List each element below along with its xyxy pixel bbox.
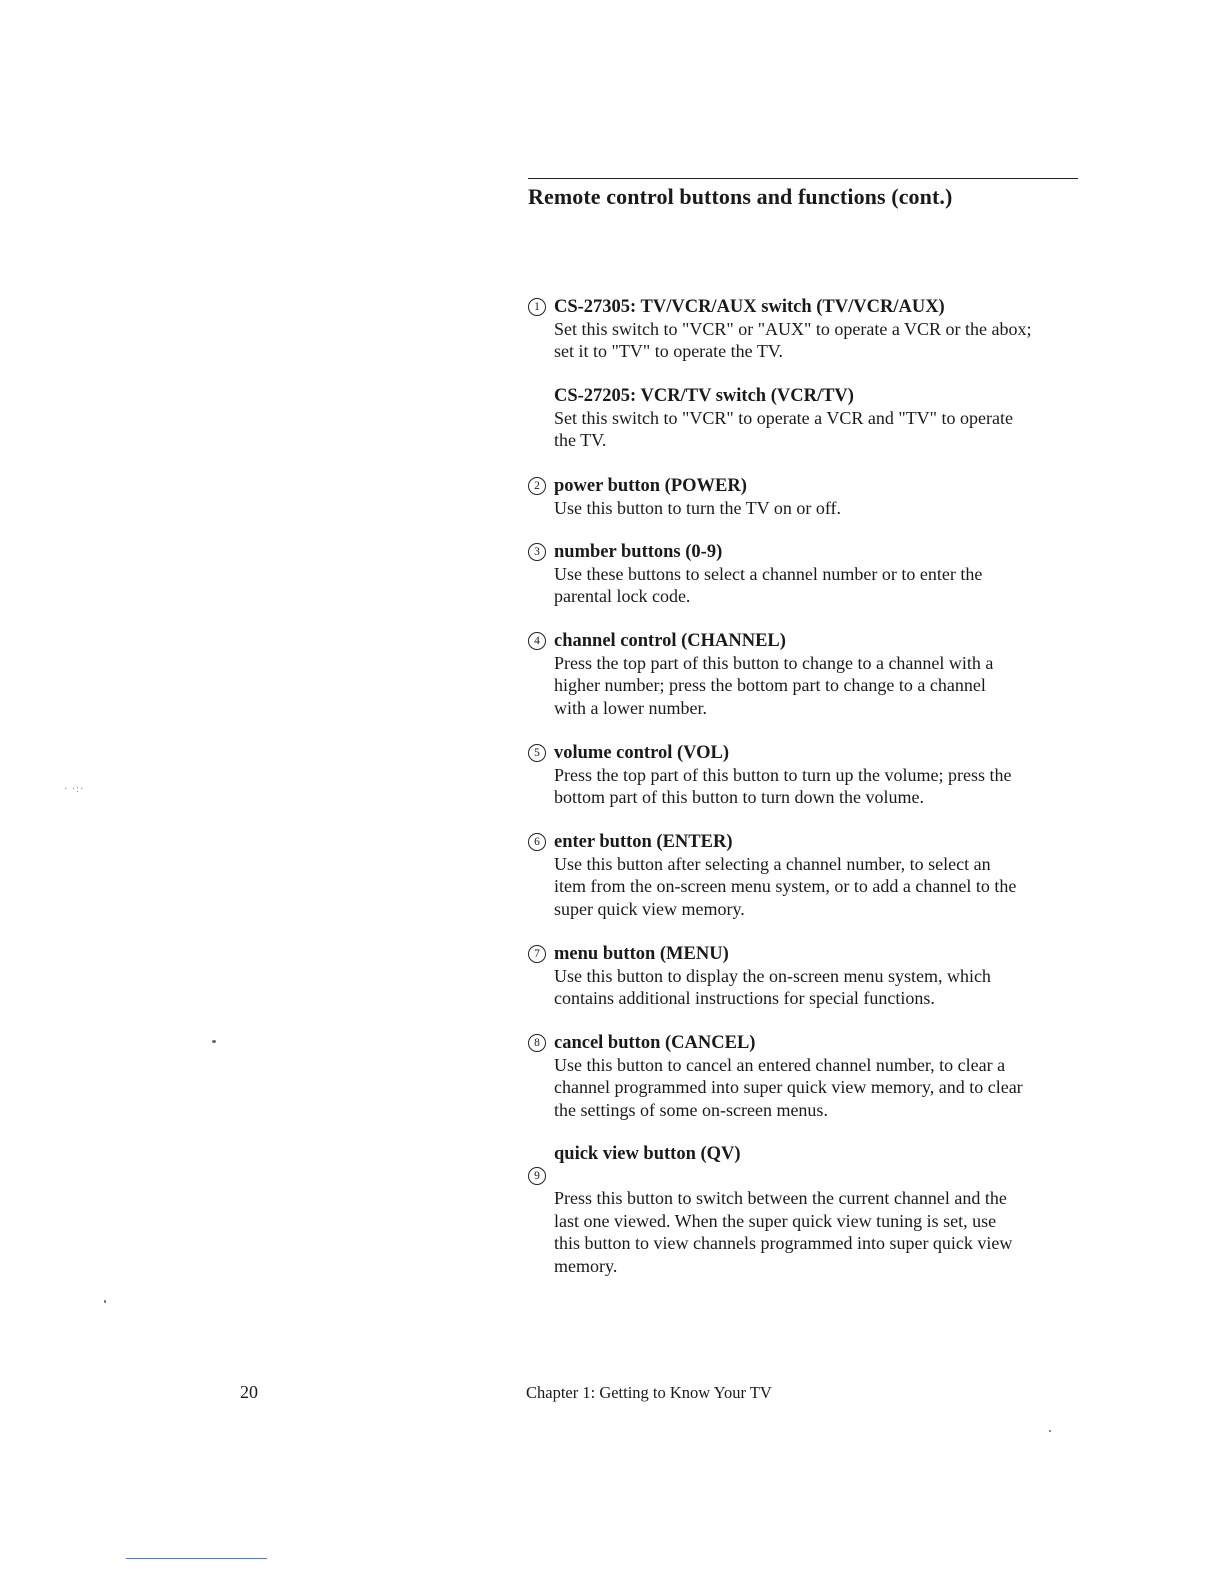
- entry-description: Set this switch to "VCR" to operate a VCR and "TV" to operate the TV.: [554, 408, 1013, 451]
- entry-description: Use this button after selecting a channel number, to select an item from the on-screen menu system, or to add a channel to the super quick view memory.: [554, 854, 1017, 919]
- entry-enter-button: [528, 831, 1108, 920]
- section-rule: [528, 178, 1078, 179]
- entry-description: Press this button to switch between the current channel and the last one viewed. When the super quick view tuning is set, use this button to view channels programmed into super quick view memory.: [554, 1188, 1013, 1276]
- entry-quick-view-button: [528, 1143, 1108, 1277]
- entry-power-button: [528, 475, 1108, 519]
- number-4-marker: 4: [528, 632, 546, 650]
- entry-description: Use these buttons to select a channel number or to enter the parental lock code.: [554, 564, 983, 607]
- entry-channel-control: [528, 630, 1108, 719]
- entry-heading: number buttons (0-9): [554, 542, 723, 562]
- scan-speck: [104, 1300, 106, 1303]
- scan-speck: [1049, 1430, 1051, 1432]
- entry-number-buttons: [528, 541, 1108, 608]
- entry-heading: CS-27205: VCR/TV switch (VCR/TV): [554, 386, 854, 406]
- entry-heading: menu button (MENU): [554, 944, 729, 964]
- entry-description: Use this button to display the on-screen menu system, which contains additional instructions for special functions.: [554, 966, 991, 1009]
- number-6-marker: 6: [528, 833, 546, 851]
- entry-vcr-tv-switch: [528, 385, 1108, 452]
- number-8-marker: 8: [528, 1034, 546, 1052]
- entry-heading: quick view button (QV): [554, 1144, 741, 1164]
- number-5-marker: 5: [528, 744, 546, 762]
- number-1-marker: 1: [528, 298, 546, 316]
- entry-heading: volume control (VOL): [554, 743, 730, 763]
- entry-heading: channel control (CHANNEL): [554, 631, 786, 651]
- number-9-marker: 9: [528, 1167, 546, 1185]
- entry-description: Use this button to cancel an entered channel number, to clear a channel programmed into super quick view memory, and to clear the settings of some on-screen menus.: [554, 1055, 1023, 1120]
- entry-heading: CS-27305: TV/VCR/AUX switch (TV/VCR/AUX): [554, 297, 945, 317]
- entry-heading: cancel button (CANCEL): [554, 1033, 756, 1053]
- entry-description: Use this button to turn the TV on or off.: [554, 498, 841, 518]
- entry-heading: enter button (ENTER): [554, 832, 733, 852]
- number-3-marker: 3: [528, 543, 546, 561]
- scan-noise-mark: · ·:·: [64, 784, 85, 795]
- entry-heading: power button (POWER): [554, 476, 747, 496]
- section-title: Remote control buttons and functions (cont.): [528, 184, 953, 209]
- bottom-edge-line: [126, 1558, 267, 1559]
- scan-speck: [212, 1040, 216, 1043]
- number-2-marker: 2: [528, 477, 546, 495]
- chapter-footer: Chapter 1: Getting to Know Your TV: [526, 1383, 772, 1402]
- entry-tv-vcr-aux-switch: [528, 296, 1108, 363]
- entry-description: Press the top part of this button to change to a channel with a higher number; press the bottom part to change to a channel with a lower number.: [554, 653, 994, 718]
- number-7-marker: 7: [528, 945, 546, 963]
- entry-volume-control: [528, 742, 1108, 809]
- page-number: 20: [240, 1382, 258, 1402]
- entry-description: Press the top part of this button to turn up the volume; press the bottom part of this button to turn down the volume.: [554, 765, 1012, 808]
- entry-menu-button: [528, 943, 1108, 1010]
- entry-description: Set this switch to "VCR" or "AUX" to operate a VCR or the abox; set it to "TV" to operate the TV.: [554, 319, 1032, 362]
- entry-cancel-button: [528, 1032, 1108, 1121]
